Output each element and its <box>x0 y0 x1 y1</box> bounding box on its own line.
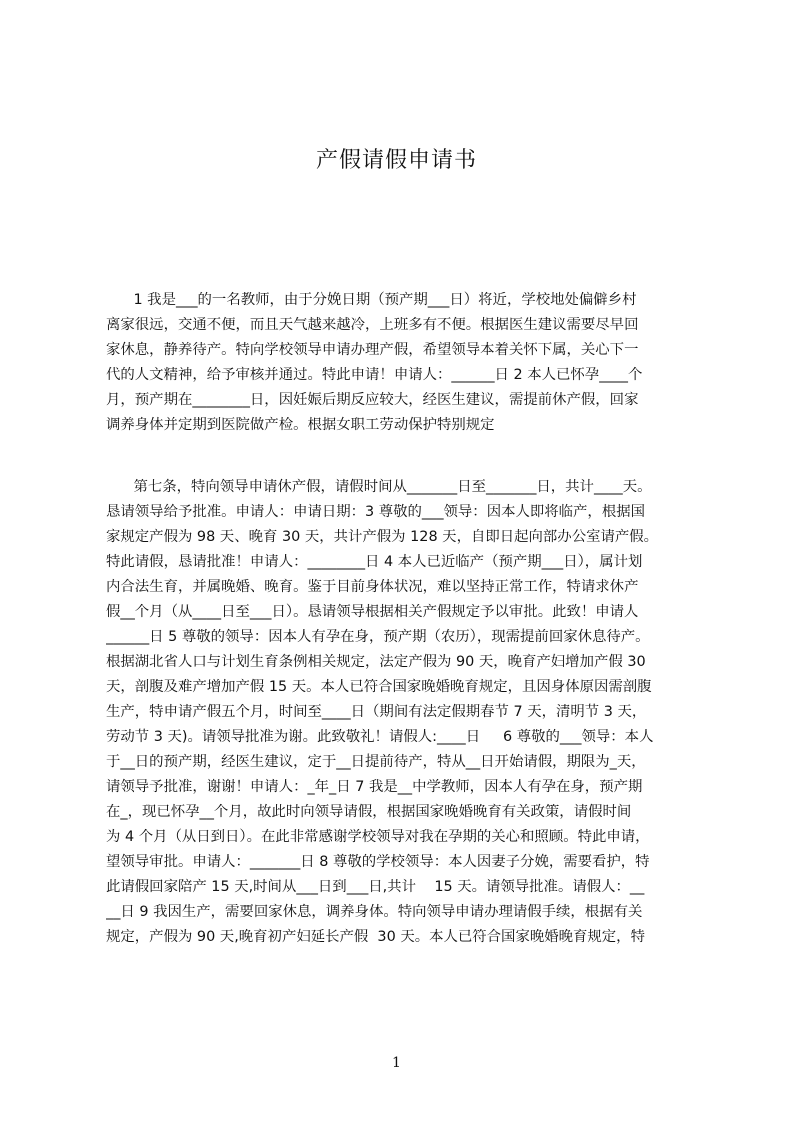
text-line: 家规定产假为 98 天、晚育 30 天，共计产假为 128 天，自即日起向部办公室请产假。 <box>106 529 659 545</box>
paragraph-1 <box>106 288 712 438</box>
text-line: 望领导审批。申请人：_______日 8 尊敬的学校领导：本人因妻子分娩，需要看护，特 <box>106 854 650 870</box>
text-line: 特此请假，恳请批准！申请人：________日 4 本人已近临产（预产期___日），属计划 <box>106 554 643 570</box>
text-line: 内合法生育，并属晚婚、晚育。鉴于目前身体状况，难以坚持正常工作，特请求休产 <box>106 579 639 595</box>
text-line: 劳动节 3 天)。请领导批准为谢。此致敬礼！请假人:____日 6 尊敬的___领导：本人 <box>106 729 654 745</box>
text-line: 天，剖腹及难产增加产假 15 天。本人已符合国家晚婚晚育规定，且因身体原因需剖腹 <box>106 679 652 695</box>
text-line: 离家很远，交通不便，而且天气越来越冷，上班多有不便。根据医生建议需要尽早回 <box>106 317 639 333</box>
text-line: 此请假回家陪产 15 天,时间从___日到___日,共计 15 天。请领导批准。请假人：__ <box>106 879 645 895</box>
text-line: 家休息，静养待产。特向学校领导申请办理产假，希望领导本着关怀下属，关心下一 <box>106 342 639 358</box>
text-line: 第七条，特向领导申请休产假，请假时间从_______日至_______日，共计____天。 <box>106 479 652 495</box>
text-line: 调养身体并定期到医院做产检。根据女职工劳动保护特别规定 <box>106 417 495 433</box>
text-line: __日 9 我因生产，需要回家休息，调养身体。特向领导申请办理请假手续，根据有关 <box>106 904 643 920</box>
text-line: 于__日的预产期，经医生建议，定于__日提前待产，特从__日开始请假，期限为_天， <box>106 754 646 770</box>
text-line: 在_，现已怀孕__个月，故此时向领导请假，根据国家晚婚晚育有关政策，请假时间 <box>106 804 632 820</box>
text-line: 代的人文精神，给予审核并通过。特此申请！申请人：______日 2 本人已怀孕____个 <box>106 367 643 383</box>
text-line: ______日 5 尊敬的领导：因本人有孕在身，预产期（农历），现需提前回家休息待产。 <box>106 629 650 645</box>
text-line: 根据湖北省人口与计划生育条例相关规定，法定产假为 90 天，晚育产妇增加产假 30 <box>106 654 646 670</box>
text-line: 月，预产期在________日，因妊娠后期反应较大，经医生建议，需提前休产假，回家 <box>106 392 639 408</box>
paragraph-2 <box>106 475 712 950</box>
text-line: 假__个月（从____日至___日）。恳请领导根据相关产假规定予以审批。此致！申请人 <box>106 604 639 620</box>
text-line: 生产，特申请产假五个月，时间至____日（期间有法定假期春节 7 天，清明节 3 天， <box>106 704 647 720</box>
text-line: 1 我是___的一名教师，由于分娩日期（预产期___日）将近，学校地处偏僻乡村 <box>106 292 637 308</box>
text-line: 恳请领导给予批准。申请人：申请日期：3 尊敬的___领导：因本人即将临产，根据国 <box>106 504 645 520</box>
page-number: 1 <box>392 1055 401 1071</box>
text-line: 规定，产假为 90 天,晚育初产妇延长产假 30 天。本人已符合国家晚婚晚育规定，特 <box>106 929 645 945</box>
document-title: 产假请假申请书 <box>315 148 477 173</box>
text-line: 为 4 个月（从日到日）。在此非常感谢学校领导对我在孕期的关心和照顾。特此申请， <box>106 829 650 845</box>
text-line: 请领导予批准，谢谢！申请人：_年_日 7 我是__中学教师，因本人有孕在身，预产期 <box>106 779 643 795</box>
